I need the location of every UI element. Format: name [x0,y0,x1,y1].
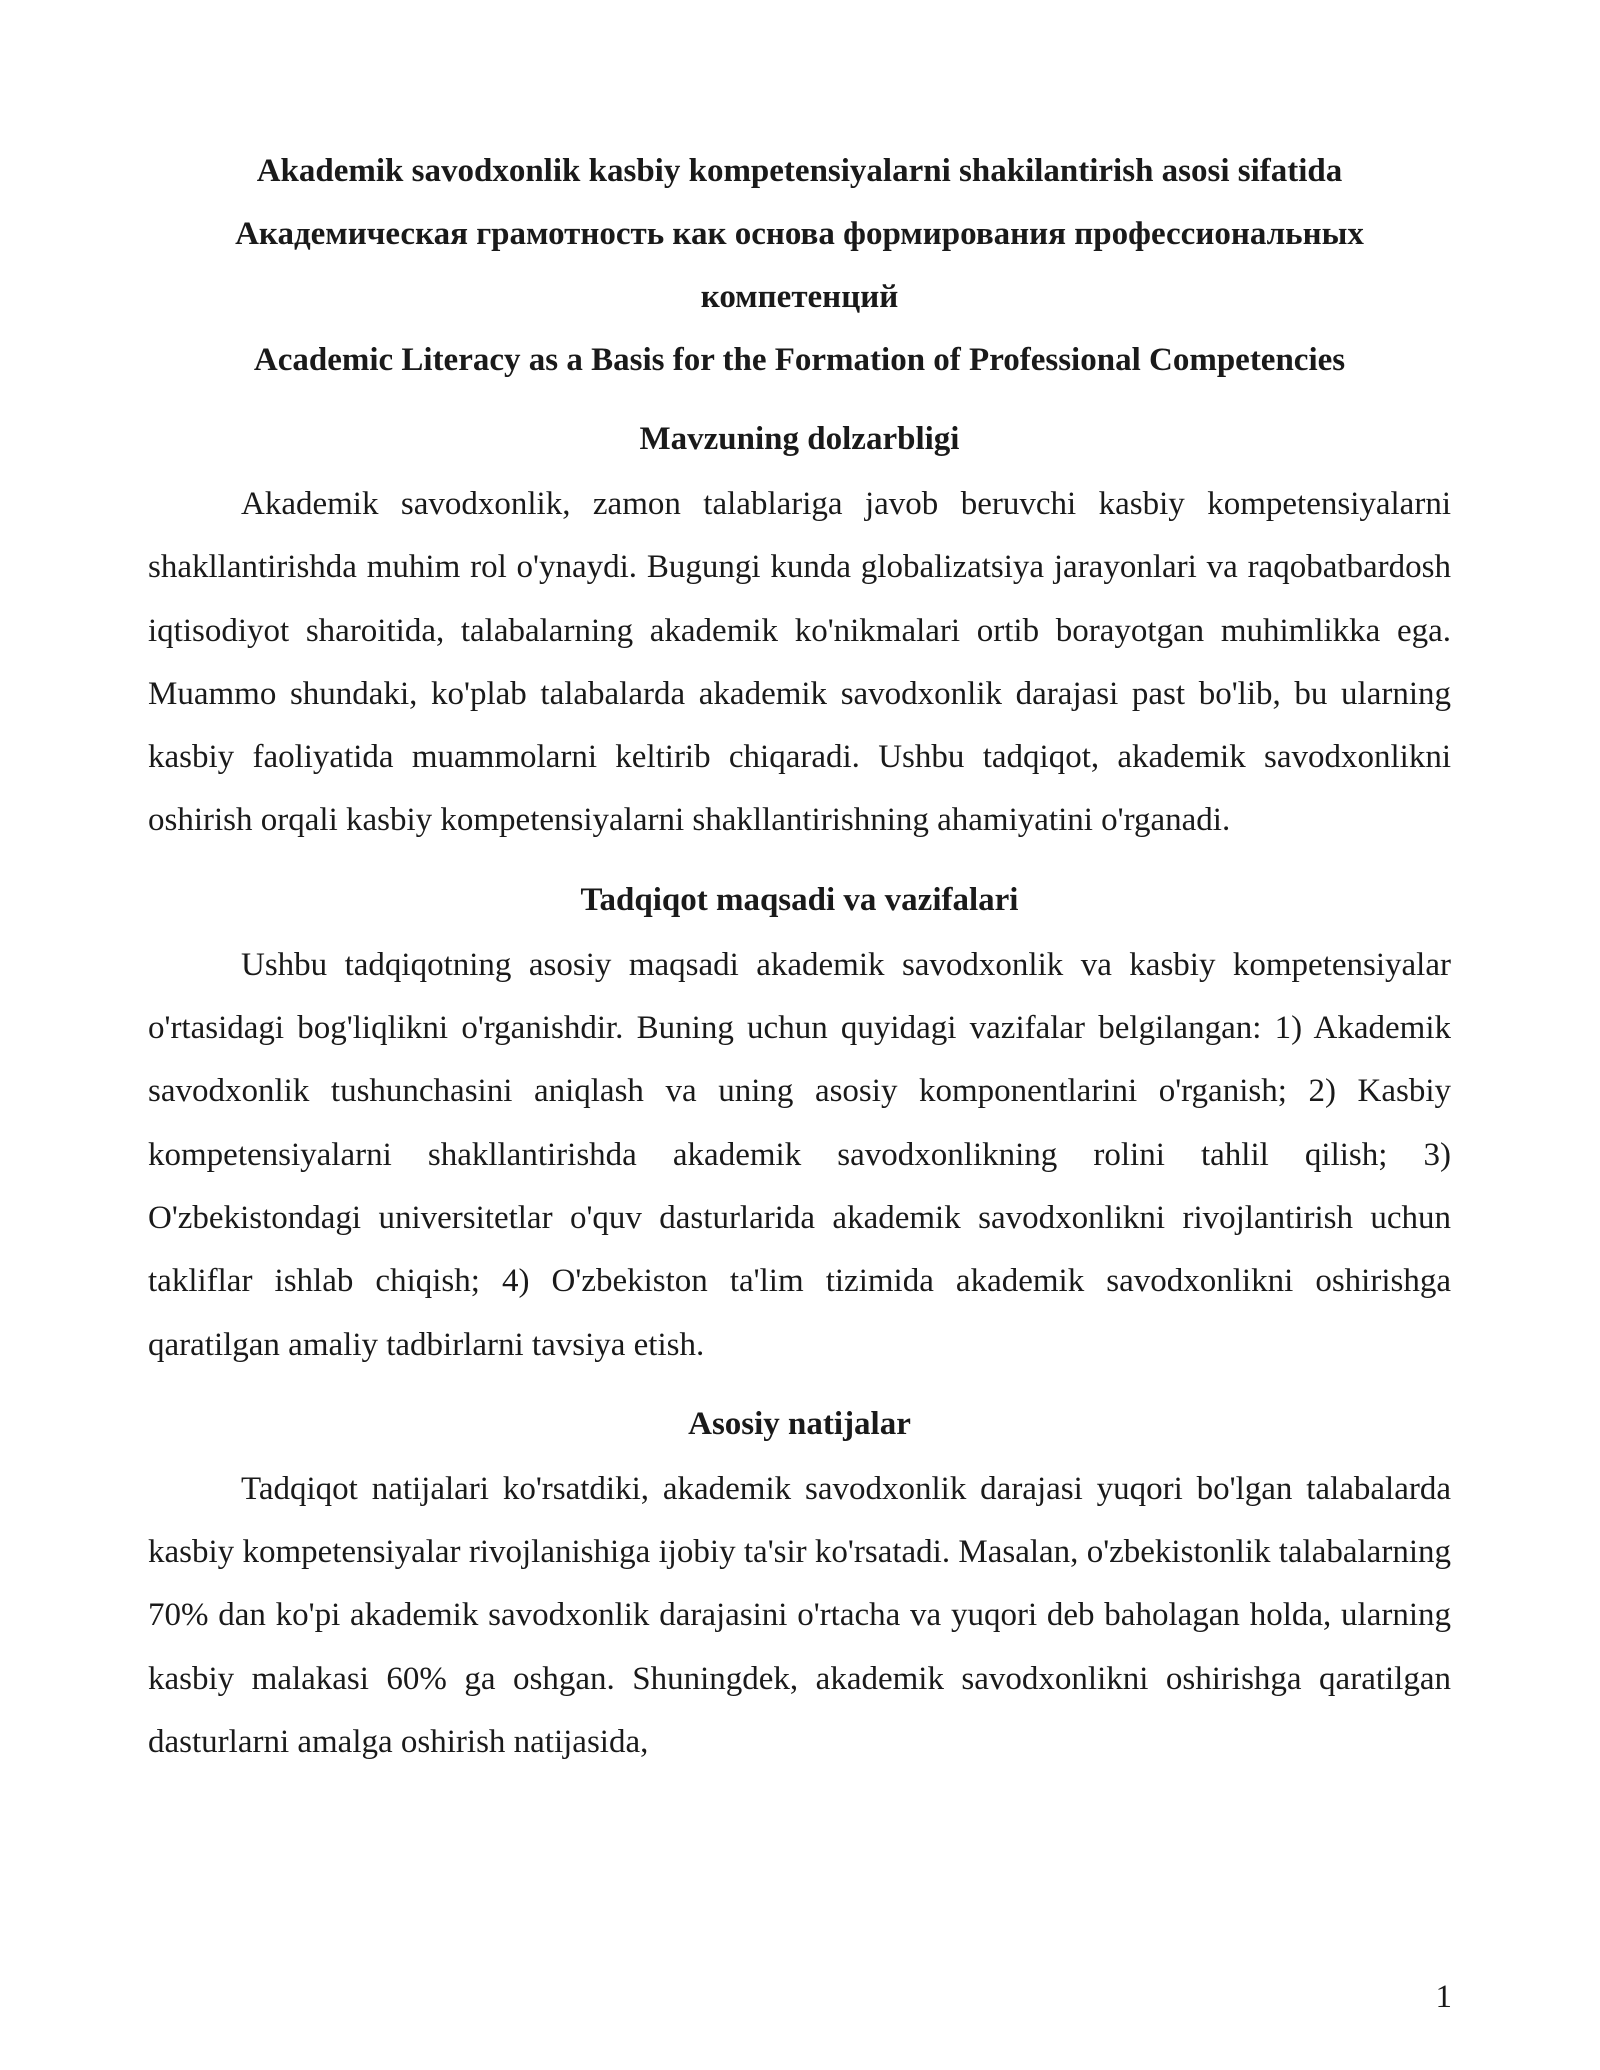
section-heading-results: Asosiy natijalar [688,1405,911,1442]
section-paragraph-relevance: Akademik savodxonlik, zamon talablariga javob beruvchi kasbiy kompetensiyalarni shakllantirishda muhim rol o'ynaydi. Bugungi kunda globalizatsiya jarayonlari va raqobatbardosh iqtisodiyot sharoitida, talabalarning akademik ko'nikmalari ortib borayotgan muhimlikka ega. Muammo shundaki, ko'plab talabalarda akademik savodxonlik darajasi past bo'lib, bu ularning kasbiy faoliyatida muammolarni keltirib chiqaradi. Ushbu tadqiqot, akademik savodxonlikni oshirish orqali kasbiy kompetensiyalarni shakllantirishning ahamiyatini o'rganadi. [148,486,1451,839]
title-english: Academic Literacy as a Basis for the Formation of Professional Competencies [253,342,1346,378]
title-russian: Академическая грамотность как основа формирования профессиональных компетенций [235,216,1364,315]
page-number: 1 [1435,1979,1452,2015]
section-heading-relevance: Mavzuning dolzarbligi [639,421,960,457]
title-uzbek: Akademik savodxonlik kasbiy kompetensiyalarni shakilantirish asosi sifatida [256,153,1343,189]
section-paragraph-results: Tadqiqot natijalari ko'rsatdiki, akademik savodxonlik darajasi yuqori bo'lgan talabalarda kasbiy kompetensiyalar rivojlanishiga ijobiy ta'sir ko'rsatadi. Masalan, o'zbekistonlik talabalarning 70% dan ko'pi akademik savodxonlik darajasini o'rtacha va yuqori deb baholagan holda, ularning kasbiy malakasi 60% ga oshgan. Shuningdek, akademik savodxonlikni oshirishga qaratilgan dasturlarni amalga oshirish natijasida, [148,1470,1451,1761]
section-heading-goals: Tadqiqot maqsadi va vazifalari [580,881,1019,918]
section-paragraph-goals: Ushbu tadqiqotning asosiy maqsadi akademik savodxonlik va kasbiy kompetensiyalar o'rtasidagi bog'liqlikni o'rganishdir. Buning uchun quyidagi vazifalar belgilangan: 1) Akademik savodxonlik tushunchasini aniqlash va uning asosiy komponentlarini o'rganish; 2) Kasbiy kompetensiyalarni shakllantirishda akademik savodxonlikning rolini tahlil qilish; 3) O'zbekistondagi universitetlar o'quv dasturlarida akademik savodxonlikni rivojlantirish uchun takliflar ishlab chiqish; 4) O'zbekiston ta'lim tizimida akademik savodxonlikni oshirishga qaratilgan amaliy tadbirlarni tavsiya etish. [148,946,1451,1363]
document-page [148,140,1451,1774]
